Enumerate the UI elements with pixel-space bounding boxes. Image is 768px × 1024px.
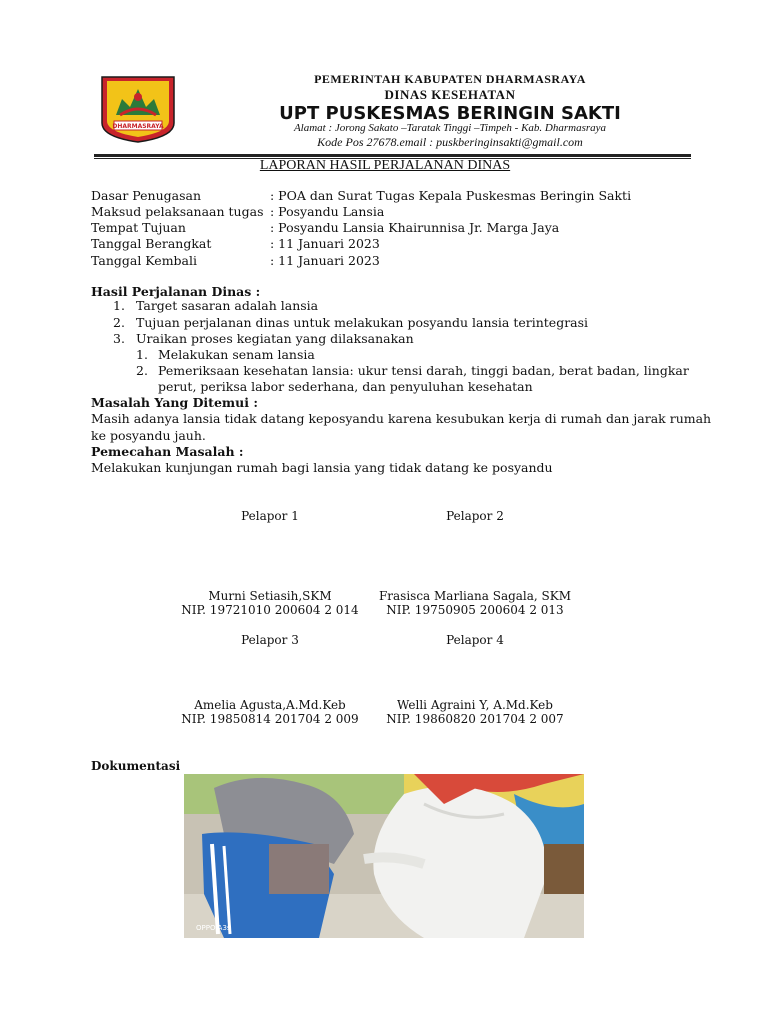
reporter-1-name: Murni Setiasih,SKM (208, 589, 332, 603)
field-value-tempat: : Posyandu Lansia Khairunnisa Jr. Marga Jaya (270, 220, 560, 235)
pemecahan-text: Melakukan kunjungan rumah bagi lansia yang tidak datang ke posyandu (91, 460, 553, 475)
field-label-kembali: Tanggal Kembali (91, 253, 197, 268)
hasil-item-number: 3. (113, 331, 125, 346)
field-label-berangkat: Tanggal Berangkat (91, 236, 212, 251)
masalah-heading: Masalah Yang Ditemui : (91, 395, 258, 410)
reporter-3-nip: NIP. 19850814 201704 2 009 (181, 712, 359, 726)
hasil-subitem-number: 1. (136, 347, 148, 362)
header-government-line: PEMERINTAH KABUPATEN DHARMASRAYA (314, 72, 586, 86)
header-department-line: DINAS KESEHATAN (384, 87, 516, 102)
dharmasraya-emblem-logo (100, 75, 176, 143)
header-institution-name: UPT PUSKESMAS BERINGIN SAKTI (279, 103, 621, 124)
reporter-4-title: Pelapor 4 (446, 633, 504, 647)
header-contact: Kode Pos 27678.email : puskberinginsakti@gmail.com (317, 135, 583, 149)
hasil-item-text: Target sasaran adalah lansia (136, 298, 319, 313)
reporter-1-title: Pelapor 1 (241, 509, 299, 523)
hasil-item-number: 1. (113, 298, 125, 313)
hasil-subitem-number: 2. (136, 363, 148, 378)
hasil-subitem-text: Melakukan senam lansia (158, 347, 315, 362)
pemecahan-heading: Pemecahan Masalah : (91, 444, 244, 459)
svg-text:DHARMASRAYA: DHARMASRAYA (112, 123, 164, 130)
reporter-3-name: Amelia Agusta,A.Md.Keb (194, 698, 346, 712)
reporter-4-name: Welli Agraini Y, A.Md.Keb (397, 698, 553, 712)
photo-watermark: OPPO A3s (196, 924, 231, 932)
reporter-4-nip: NIP. 19860820 201704 2 007 (386, 712, 564, 726)
hasil-subitem-text-continued: perut, periksa labor sederhana, dan penyuluhan kesehatan (158, 379, 533, 394)
hasil-item-text: Tujuan perjalanan dinas untuk melakukan posyandu lansia terintegrasi (136, 315, 589, 330)
field-value-maksud: : Posyandu Lansia (270, 204, 385, 219)
field-value-berangkat: : 11 Januari 2023 (270, 236, 380, 251)
masalah-text-continued: ke posyandu jauh. (91, 428, 206, 443)
field-value-dasar: : POA dan Surat Tugas Kepala Puskesmas Beringin Sakti (270, 188, 632, 203)
header-divider-thick (94, 154, 691, 157)
field-value-kembali: : 11 Januari 2023 (270, 253, 380, 268)
header-address: Alamat : Jorong Sakato –Taratak Tinggi –Timpeh - Kab. Dharmasraya (293, 122, 607, 134)
reporter-2-title: Pelapor 2 (446, 509, 504, 523)
reporter-2-name: Frasisca Marliana Sagala, SKM (378, 589, 572, 603)
documentation-photo (184, 774, 584, 938)
hasil-subitem-text: Pemeriksaan kesehatan lansia: ukur tensi darah, tinggi badan, berat badan, lingkar (158, 363, 689, 378)
hasil-item-number: 2. (113, 315, 125, 330)
hasil-heading: Hasil Perjalanan Dinas : (91, 284, 261, 299)
hasil-item-text: Uraikan proses kegiatan yang dilaksanakan (136, 331, 414, 346)
reporter-3-title: Pelapor 3 (241, 633, 299, 647)
reporter-1-nip: NIP. 19721010 200604 2 014 (181, 603, 359, 617)
masalah-text: Masih adanya lansia tidak datang keposyandu karena kesubukan kerja di rumah dan jarak rumah (91, 411, 712, 426)
field-label-maksud: Maksud pelaksanaan tugas (91, 204, 264, 219)
field-label-dasar: Dasar Penugasan (91, 188, 202, 203)
field-label-tempat: Tempat Tujuan (91, 220, 186, 235)
document-title: LAPORAN HASIL PERJALANAN DINAS (259, 158, 511, 173)
reporter-2-nip: NIP. 19750905 200604 2 013 (386, 603, 564, 617)
documentation-heading: Dokumentasi (91, 759, 181, 773)
